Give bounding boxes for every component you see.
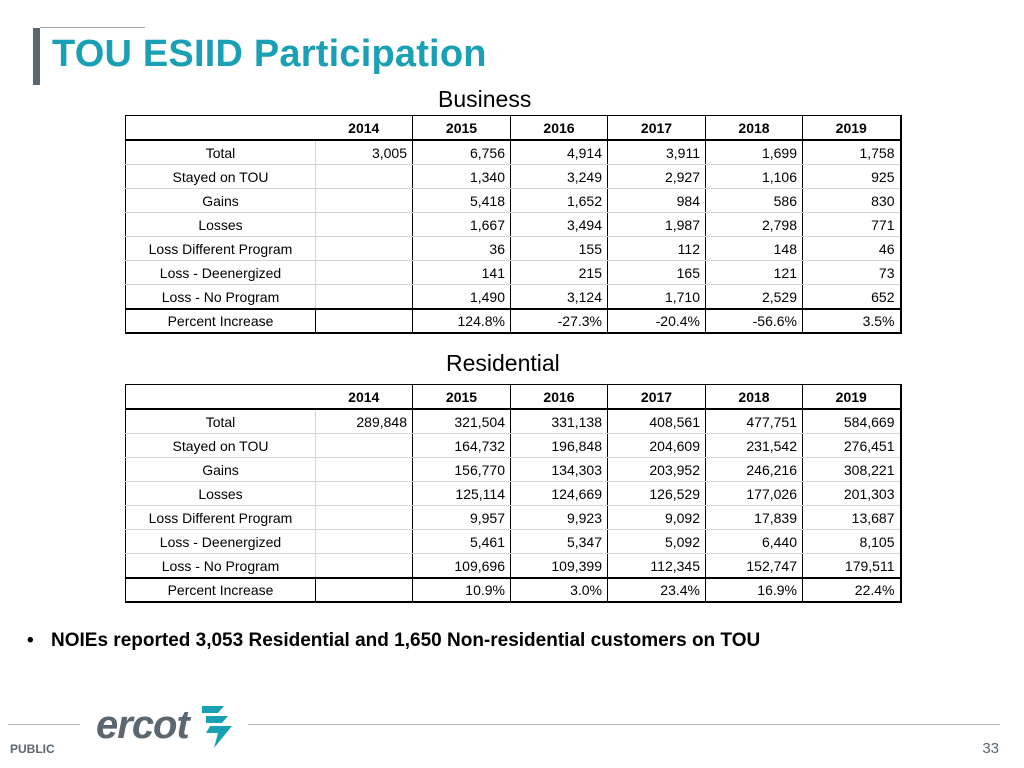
row-label: Loss Different Program (126, 237, 316, 261)
table-row (126, 409, 901, 434)
table-cell: 584,669 (803, 409, 901, 434)
row-label: Gains (126, 458, 316, 482)
percent-cell: 3.0% (511, 578, 608, 602)
table-cell: 134,303 (511, 458, 608, 482)
year-header-2017: 2017 (608, 385, 706, 410)
table-row (126, 213, 901, 237)
table-cell: 73 (803, 261, 901, 285)
year-header-2019: 2019 (803, 385, 901, 410)
row-label: Total (126, 140, 316, 165)
row-label: Total (126, 409, 316, 434)
table-cell: 3,249 (511, 165, 608, 189)
table-row (126, 530, 901, 554)
table-cell: 331,138 (511, 409, 608, 434)
classification-label: PUBLIC (10, 742, 55, 756)
percent-cell: 23.4% (608, 578, 706, 602)
percent-cell: -27.3% (511, 309, 608, 333)
percent-cell: 10.9% (413, 578, 511, 602)
table-cell (316, 237, 413, 261)
row-label: Loss - No Program (126, 554, 316, 579)
table-cell: 2,798 (706, 213, 803, 237)
ercot-bolt-icon (202, 706, 232, 748)
year-header-2018: 2018 (706, 116, 803, 141)
table-cell: 9,092 (608, 506, 706, 530)
table-cell: 201,303 (803, 482, 901, 506)
table-cell: 5,347 (511, 530, 608, 554)
table-cell (316, 506, 413, 530)
table-cell: 164,732 (413, 434, 511, 458)
bullet-symbol: • (27, 630, 34, 651)
table-cell: 152,747 (706, 554, 803, 579)
table-cell: 586 (706, 189, 803, 213)
year-header-2017: 2017 (608, 116, 706, 141)
row-label: Loss - Deenergized (126, 261, 316, 285)
percent-cell: 22.4% (803, 578, 901, 602)
table-cell: 13,687 (803, 506, 901, 530)
table-cell: 246,216 (706, 458, 803, 482)
table-cell: 125,114 (413, 482, 511, 506)
title-accent-bar (33, 28, 40, 85)
page-number: 33 (982, 740, 999, 757)
table-cell: 6,440 (706, 530, 803, 554)
table-row (126, 189, 901, 213)
table-cell: 36 (413, 237, 511, 261)
table-cell: 6,756 (413, 140, 511, 165)
table-cell (316, 434, 413, 458)
table-cell: 9,957 (413, 506, 511, 530)
table-row (126, 237, 901, 261)
table-cell: 984 (608, 189, 706, 213)
table-cell: 148 (706, 237, 803, 261)
table-cell: 141 (413, 261, 511, 285)
table-cell: 1,340 (413, 165, 511, 189)
year-header-2016: 2016 (511, 116, 608, 141)
table-row (126, 506, 901, 530)
year-header-2016: 2016 (511, 385, 608, 410)
table-row (126, 482, 901, 506)
table-cell: 165 (608, 261, 706, 285)
table-cell: 112 (608, 237, 706, 261)
table-cell: 1,490 (413, 285, 511, 310)
table-cell (316, 482, 413, 506)
row-label: Loss Different Program (126, 506, 316, 530)
row-label: Percent Increase (126, 309, 316, 333)
footer-divider-right (248, 724, 1000, 725)
year-header-2015: 2015 (413, 116, 511, 141)
table-cell: 3,005 (316, 140, 413, 165)
table-cell: 46 (803, 237, 901, 261)
table-cell: 1,667 (413, 213, 511, 237)
table-cell: 477,751 (706, 409, 803, 434)
row-label: Loss - No Program (126, 285, 316, 310)
residential-table (125, 384, 902, 603)
table-cell: 124,669 (511, 482, 608, 506)
table-row (126, 165, 901, 189)
year-header-2018: 2018 (706, 385, 803, 410)
table-cell: 8,105 (803, 530, 901, 554)
header-row (126, 116, 901, 141)
header-row (126, 385, 901, 410)
header-blank-cell (126, 116, 316, 141)
percent-cell: 16.9% (706, 578, 803, 602)
business-label: Business (438, 86, 532, 112)
table-cell: 321,504 (413, 409, 511, 434)
table-cell: 196,848 (511, 434, 608, 458)
table-cell: 109,696 (413, 554, 511, 579)
table-cell (316, 458, 413, 482)
table-cell: 1,987 (608, 213, 706, 237)
table-cell: 1,758 (803, 140, 901, 165)
table-cell: 3,911 (608, 140, 706, 165)
table-cell: 830 (803, 189, 901, 213)
title-accent-line (40, 27, 145, 28)
footer-divider-left (8, 724, 80, 725)
table-cell: 121 (706, 261, 803, 285)
table-cell: 215 (511, 261, 608, 285)
table-cell: 4,914 (511, 140, 608, 165)
percent-row (126, 578, 901, 602)
row-label: Loss - Deenergized (126, 530, 316, 554)
row-label: Percent Increase (126, 578, 316, 602)
table-row (126, 434, 901, 458)
table-cell: 771 (803, 213, 901, 237)
row-label: Stayed on TOU (126, 434, 316, 458)
table-cell: 5,461 (413, 530, 511, 554)
table-cell (316, 213, 413, 237)
table-row (126, 554, 901, 579)
table-cell: 276,451 (803, 434, 901, 458)
table-row (126, 140, 901, 165)
year-header-2019: 2019 (803, 116, 901, 141)
table-cell: 203,952 (608, 458, 706, 482)
table-cell: 17,839 (706, 506, 803, 530)
table-cell: 126,529 (608, 482, 706, 506)
table-cell: 3,124 (511, 285, 608, 310)
table-cell: 925 (803, 165, 901, 189)
table-cell: 1,106 (706, 165, 803, 189)
percent-row (126, 309, 901, 333)
table-cell: 204,609 (608, 434, 706, 458)
table-cell: 2,927 (608, 165, 706, 189)
bullet-item (27, 630, 760, 652)
row-label: Losses (126, 482, 316, 506)
percent-cell (316, 309, 413, 333)
year-header-2015: 2015 (413, 385, 511, 410)
percent-cell: 124.8% (413, 309, 511, 333)
percent-cell: -56.6% (706, 309, 803, 333)
table-cell (316, 261, 413, 285)
table-cell: 1,652 (511, 189, 608, 213)
table-cell: 177,026 (706, 482, 803, 506)
table-cell: 5,092 (608, 530, 706, 554)
table-cell: 3,494 (511, 213, 608, 237)
table-cell: 155 (511, 237, 608, 261)
row-label: Losses (126, 213, 316, 237)
table-cell: 5,418 (413, 189, 511, 213)
table-cell (316, 285, 413, 310)
table-cell: 2,529 (706, 285, 803, 310)
table-cell: 652 (803, 285, 901, 310)
table-cell: 9,923 (511, 506, 608, 530)
table-cell: 308,221 (803, 458, 901, 482)
percent-cell: 3.5% (803, 309, 901, 333)
residential-label: Residential (446, 350, 560, 376)
year-header-2014: 2014 (316, 116, 413, 141)
table-cell: 231,542 (706, 434, 803, 458)
percent-cell: -20.4% (608, 309, 706, 333)
table-cell: 179,511 (803, 554, 901, 579)
row-label: Gains (126, 189, 316, 213)
table-cell: 289,848 (316, 409, 413, 434)
percent-cell (316, 578, 413, 602)
table-row (126, 261, 901, 285)
row-label: Stayed on TOU (126, 165, 316, 189)
table-cell (316, 554, 413, 579)
table-cell (316, 530, 413, 554)
ercot-logo-text: ercot (96, 703, 189, 747)
table-cell: 112,345 (608, 554, 706, 579)
business-table (125, 115, 902, 334)
table-cell: 156,770 (413, 458, 511, 482)
table-row (126, 458, 901, 482)
bullet-text: NOIEs reported 3,053 Residential and 1,650 Non-residential customers on TOU (51, 630, 761, 651)
header-blank-cell (126, 385, 316, 410)
table-cell (316, 165, 413, 189)
slide-title: TOU ESIID Participation (52, 33, 487, 75)
table-cell: 1,699 (706, 140, 803, 165)
table-cell: 109,399 (511, 554, 608, 579)
year-header-2014: 2014 (316, 385, 413, 410)
table-row (126, 285, 901, 310)
table-cell: 408,561 (608, 409, 706, 434)
table-cell: 1,710 (608, 285, 706, 310)
table-cell (316, 189, 413, 213)
ercot-logo (94, 700, 244, 750)
